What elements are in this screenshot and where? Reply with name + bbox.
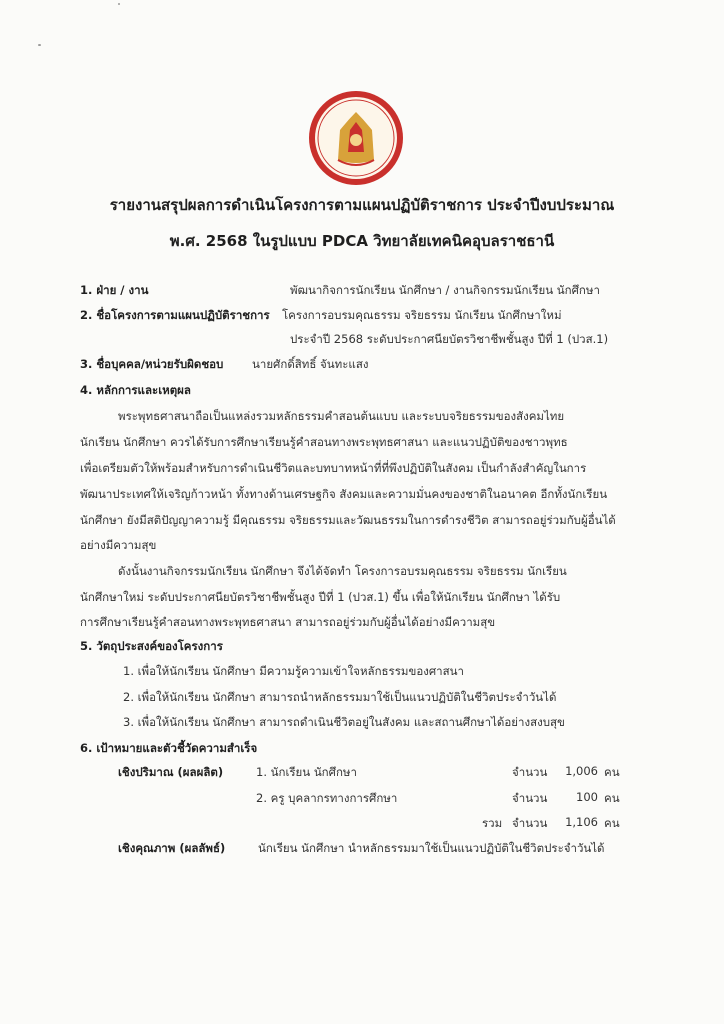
objective-item: 2. เพื่อให้นักเรียน นักศึกษา สามารถนำหลักธรรมมาใช้เป็นแนวปฏิบัติในชีวิตประจำวันได้	[123, 690, 557, 704]
report-title-line-2: พ.ศ. 2568 ในรูปแบบ PDCA วิทยาลัยเทคนิคอุบลราชธานี	[169, 232, 555, 250]
section-6-label: 6. เป้าหมายและตัวชี้วัดความสำเร็จ	[80, 741, 258, 755]
section-3-label: 3. ชื่อบุคคล/หน่วยรับผิดชอบ	[80, 357, 224, 371]
scan-speck	[118, 3, 120, 5]
rationale-paragraph-1-line: เพื่อเตรียมตัวให้พร้อมสำหรับการดำเนินชีวิตและบทบาทหน้าที่ที่พึงปฏิบัติในสังคม เป็นกำลังสำคัญในการ	[80, 461, 587, 475]
target-row-name: 2. ครู บุคลากรทางการศึกษา	[256, 791, 398, 805]
target-row-count: 1,006	[565, 764, 598, 778]
quality-target-label: เชิงคุณภาพ (ผลลัพธ์)	[118, 841, 226, 855]
section-2-value-line-1: โครงการอบรมคุณธรรม จริยธรรม นักเรียน นักศึกษาใหม่	[282, 308, 562, 322]
target-row-unit: คน	[604, 765, 620, 779]
rationale-paragraph-1-line: นักศึกษา ยังมีสติปัญญาความรู้ มีคุณธรรม จริยธรรมและวัฒนธรรมในการดำรงชีวิต สามารถอยู่ร่วมกับผู้อื่นได้	[80, 513, 616, 527]
target-total-label: รวม	[482, 816, 503, 830]
rationale-paragraph-2-line: การศึกษาเรียนรู้คำสอนทางพระพุทธศาสนา สามารถอยู่ร่วมกับผู้อื่นได้อย่างมีความสุข	[80, 615, 496, 629]
section-1-label: 1. ฝ่าย / งาน	[80, 283, 149, 297]
vocational-education-commission-seal	[308, 90, 404, 186]
section-5-label: 5. วัตถุประสงค์ของโครงการ	[80, 639, 223, 653]
quality-target-value: นักเรียน นักศึกษา นำหลักธรรมมาใช้เป็นแนวปฏิบัติในชีวิตประจำวันได้	[258, 841, 605, 855]
scan-speck	[38, 44, 41, 46]
report-title-line-1: รายงานสรุปผลการดำเนินโครงการตามแผนปฏิบัติราชการ ประจำปีงบประมาณ	[109, 196, 615, 214]
rationale-paragraph-1-line: พระพุทธศาสนาถือเป็นแหล่งรวมหลักธรรมคำสอนต้นแบบ และระบบจริยธรรมของสังคมไทย	[118, 409, 565, 423]
target-row-count-label: จำนวน	[512, 765, 548, 779]
rationale-paragraph-1-line: นักเรียน นักศึกษา ควรได้รับการศึกษาเรียนรู้คำสอนทางพระพุทธศาสนา และแนวปฏิบัติของชาวพุทธ	[80, 435, 568, 449]
section-4-label: 4. หลักการและเหตุผล	[80, 383, 191, 397]
quantity-target-label: เชิงปริมาณ (ผลผลิต)	[118, 765, 224, 779]
section-3-value: นายศักดิ์สิทธิ์ จันทะแสง	[252, 357, 369, 371]
rationale-paragraph-2-line: นักศึกษาใหม่ ระดับประกาศนียบัตรวิชาชีพชั้นสูง ปีที่ 1 (ปวส.1) ขึ้น เพื่อให้นักเรียน นักศึกษา ได้รับ	[80, 590, 561, 604]
target-row-unit: คน	[604, 791, 620, 805]
rationale-paragraph-1-line: พัฒนาประเทศให้เจริญก้าวหน้า ทั้งทางด้านเศรษฐกิจ สังคมและความมั่นคงของชาติในอนาคต อีกทั้งนักเรียน	[80, 487, 608, 501]
rationale-paragraph-1-line: อย่างมีความสุข	[80, 538, 157, 552]
target-total-unit: คน	[604, 816, 620, 830]
objective-item: 3. เพื่อให้นักเรียน นักศึกษา สามารถดำเนินชีวิตอยู่ในสังคม และสถานศึกษาได้อย่างสงบสุข	[123, 715, 565, 729]
rationale-paragraph-2-line: ดังนั้นงานกิจกรรมนักเรียน นักศึกษา จึงได้จัดทำ โครงการอบรมคุณธรรม จริยธรรม นักเรียน	[118, 564, 567, 578]
target-row-name: 1. นักเรียน นักศึกษา	[256, 765, 357, 779]
section-1-value: พัฒนากิจการนักเรียน นักศึกษา / งานกิจกรรมนักเรียน นักศึกษา	[290, 283, 600, 297]
section-2-label: 2. ชื่อโครงการตามแผนปฏิบัติราชการ	[80, 308, 270, 322]
target-total-count-label: จำนวน	[512, 816, 548, 830]
section-2-value-line-2: ประจำปี 2568 ระดับประกาศนียบัตรวิชาชีพชั้นสูง ปีที่ 1 (ปวส.1)	[290, 332, 609, 346]
objective-item: 1. เพื่อให้นักเรียน นักศึกษา มีความรู้ความเข้าใจหลักธรรมของศาสนา	[123, 664, 464, 678]
target-row-count: 100	[576, 790, 598, 804]
target-row-count-label: จำนวน	[512, 791, 548, 805]
target-total-count: 1,106	[565, 815, 598, 829]
